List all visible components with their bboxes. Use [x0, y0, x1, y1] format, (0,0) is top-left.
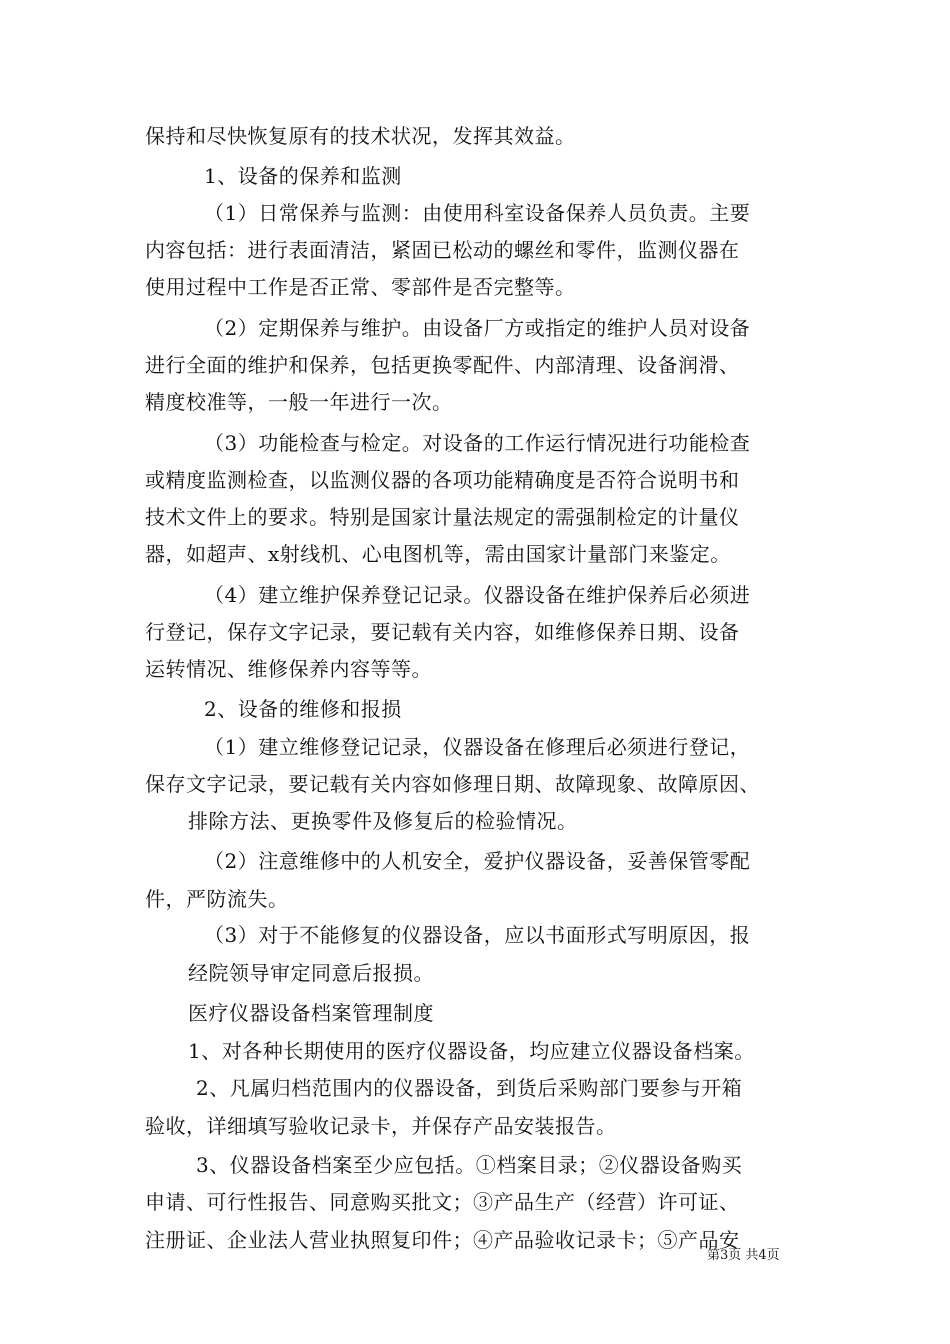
body-line: 申请、可行性报告、同意购买批文；③产品生产（经营）许可证、 [145, 1190, 740, 1214]
body-line: （4）建立维护保养登记记录。仪器设备在维护保养后必须进 [204, 583, 751, 607]
body-line: 使用过程中工作是否正常、零部件是否完整等。 [145, 275, 576, 299]
body-line: 保持和尽快恢复原有的技术状况，发挥其效益。 [145, 124, 576, 148]
body-line: 件，严防流失。 [145, 887, 289, 911]
body-line: 运转情况、维修保养内容等等。 [145, 657, 432, 681]
body-line: 验收，详细填写验收记录卡，并保存产品安装报告。 [145, 1114, 617, 1138]
section-heading: 2、设备的维修和报损 [204, 697, 402, 721]
body-line: （2）定期保养与维护。由设备厂方或指定的维护人员对设备 [204, 316, 751, 340]
body-line: （1）建立维修登记记录，仪器设备在修理后必须进行登记， [204, 735, 751, 759]
body-line: 或精度监测检查，以监测仪器的各项功能精确度是否符合说明书和 [145, 468, 740, 492]
body-line: 排除方法、更换零件及修复后的检验情况。 [188, 809, 578, 833]
section-heading: 1、设备的保养和监测 [204, 164, 402, 188]
body-line: 保存文字记录，要记载有关内容如修理日期、故障现象、故障原因、 [145, 772, 760, 796]
page-number: 第3页 共4页 [707, 1248, 780, 1263]
body-line: （2）注意维修中的人机安全，爱护仪器设备，妥善保管零配 [204, 849, 751, 873]
body-line: 内容包括：进行表面清洁，紧固已松动的螺丝和零件，监测仪器在 [145, 238, 740, 262]
body-line: （3）对于不能修复的仪器设备，应以书面形式写明原因，报 [204, 923, 751, 947]
body-line: 注册证、企业法人营业执照复印件；④产品验收记录卡；⑤产品安 [145, 1228, 740, 1252]
body-line: （1）日常保养与监测：由使用科室设备保养人员负责。主要 [204, 201, 751, 225]
section-title: 医疗仪器设备档案管理制度 [188, 1001, 434, 1025]
body-line: 进行全面的维护和保养，包括更换零配件、内部清理、设备润滑、 [145, 353, 740, 377]
body-line: 技术文件上的要求。特别是国家计量法规定的需强制检定的计量仪 [145, 505, 740, 529]
body-line: 3、仪器设备档案至少应包括。①档案目录；②仪器设备购买 [196, 1153, 743, 1177]
body-line: 1、对各种长期使用的医疗仪器设备，均应建立仪器设备档案。 [188, 1039, 755, 1063]
body-line: （3）功能检查与检定。对设备的工作运行情况进行功能检查 [204, 431, 751, 455]
body-line: 器，如超声、x射线机、心电图机等，需由国家计量部门来鉴定。 [145, 542, 731, 566]
body-line: 2、凡属归档范围内的仪器设备，到货后采购部门要参与开箱 [196, 1076, 743, 1100]
body-line: 经院领导审定同意后报损。 [188, 961, 434, 985]
body-line: 行登记，保存文字记录，要记载有关内容，如维修保养日期、设备 [145, 620, 740, 644]
body-line: 精度校准等，一般一年进行一次。 [145, 390, 453, 414]
